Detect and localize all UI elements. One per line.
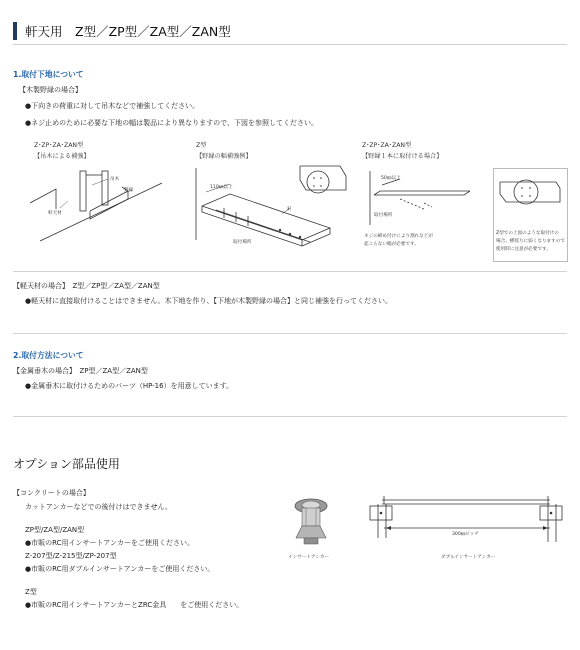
concrete-line: カットアンカーなどでの後付けはできません。 — [25, 503, 172, 511]
fig1-title: Z･ZP･ZA･ZAN型 — [34, 142, 84, 149]
page-title: 軒天用 Z型／ZP型／ZA型／ZAN型 — [25, 24, 231, 39]
bullet-width: ●ネジ止めのために必要な下地の幅は製品により異なりますので、下図を参照してください。 — [25, 119, 318, 127]
divider-2 — [13, 333, 567, 334]
group2-bullet: ●市販のRC用ダブルインサートアンカーをご使用ください。 — [25, 565, 215, 573]
insert-anchor-image — [288, 496, 334, 546]
divider-1 — [13, 271, 567, 272]
group3-bullet: ●市販のRC用インサートアンカーとZRC金具 をご使用ください。 — [25, 601, 244, 609]
fig2-label-kugi: 釘 — [287, 207, 292, 212]
options-title: オプション部品使用 — [13, 457, 120, 471]
fig1-label-tsurigi: 吊木 — [110, 177, 120, 182]
double-insert-anchor-diagram — [364, 486, 570, 548]
fig4-note-line3: 使用時に注意が必要です。 — [496, 247, 551, 252]
fig2-label-toritsuke: 取付場所 — [233, 240, 252, 245]
light-steel-bullet: ●軽天材に直接取付けることはできません。木下地を作り、【下地が木製野縁の場合】と同じ補強を行ってください。 — [25, 297, 393, 305]
section-header — [13, 20, 567, 42]
fig3-label-50: 50㎜以上 — [381, 176, 401, 181]
insert-anchor-label: インサートアンカー — [288, 555, 330, 560]
section2-heading: 2.取付方法について — [13, 351, 84, 360]
group1-title: ZP型/ZA型/ZAN型 — [25, 526, 85, 534]
fig1-subtitle: 【吊木による補強】 — [34, 153, 90, 160]
light-steel-case-label: 【軽天材の場合】 Z型／ZP型／ZA型／ZAN型 — [13, 282, 160, 290]
group1-bullet: ●市販のRC用インサートアンカーをご使用ください。 — [25, 539, 195, 547]
section1-heading: 1.取付下地について — [13, 70, 84, 79]
fig2-subtitle: 【野縁の幅補強例】 — [196, 153, 252, 160]
concrete-case-label: 【コンクリートの場合】 — [13, 489, 90, 497]
header-accent-bar — [13, 22, 17, 40]
fig3-subtitle: 【野縁１本に取付ける場合】 — [362, 153, 443, 160]
fig4-note-line1: Z型での上図のような取付けの — [496, 231, 559, 236]
fig2-diagram — [190, 160, 350, 256]
metal-rafter-case-label: 【金属垂木の場合】 ZP型／ZA型／ZAN型 — [13, 367, 148, 375]
fig1-label-noburi: 野縁 — [124, 188, 134, 193]
fig3-title: Z･ZP･ZA･ZAN型 — [362, 142, 412, 149]
double-insert-anchor-label: ダブルインサートアンカー — [441, 555, 496, 560]
fig3-note-line1: ネジの締め付けにより割れなどが — [364, 234, 433, 239]
fig3-label-toritsuke: 取付場所 — [374, 213, 393, 218]
fig4-note-line2: 場合、横揺りに弱くなりますので — [496, 239, 565, 244]
header-divider — [13, 44, 567, 45]
wood-case-label: 【木製野縁の場合】 — [19, 86, 82, 94]
divider-3 — [13, 416, 567, 417]
fig1-diagram — [30, 163, 162, 243]
group3-title: Z型 — [25, 588, 37, 596]
metal-rafter-bullet: ●金属垂木に取付けるためのパーツ（HP-16）を用意しています。 — [25, 382, 234, 390]
fig2-title: Z型 — [196, 142, 207, 149]
fig4-diagram — [496, 172, 564, 218]
bullet-reinforce: ●下向きの荷重に対して吊木などで補強してください。 — [25, 102, 200, 110]
fig2-label-110: 110㎜以上 — [210, 185, 233, 190]
group2-title: Z-207型/Z-215型/ZP-207型 — [25, 552, 117, 560]
fig3-note-line2: 起こらない幅が必要です。 — [364, 242, 419, 247]
pitch-label: 300㎜ピッチ — [452, 532, 479, 537]
fig1-label-nokiten: 軒天材 — [48, 211, 62, 216]
